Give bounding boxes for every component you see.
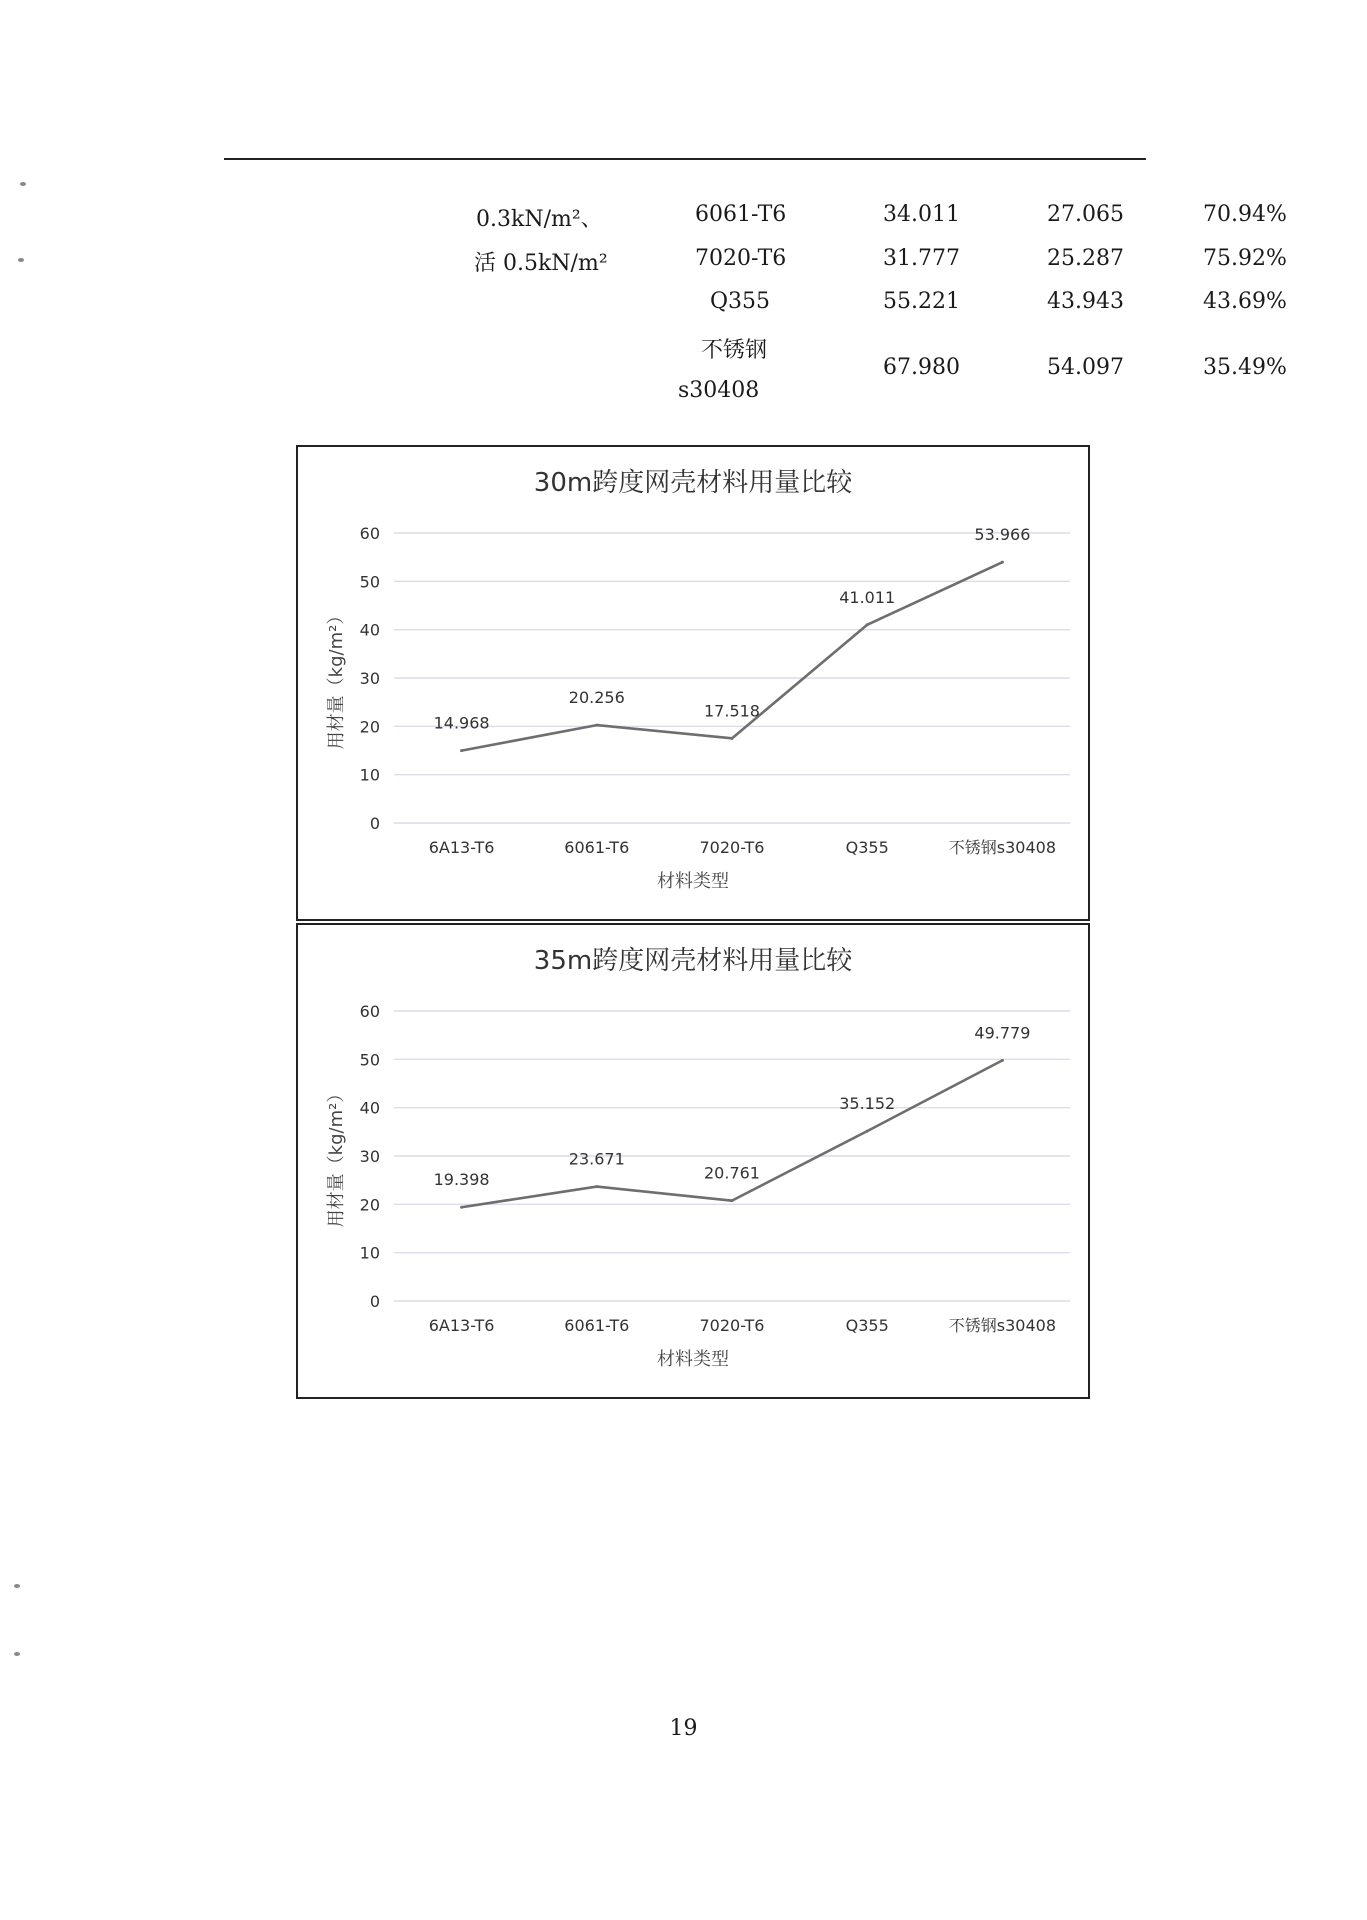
data-label: 35.152 bbox=[839, 1094, 896, 1114]
data-point bbox=[731, 737, 734, 740]
x-tick-label: 7020-T6 bbox=[699, 1316, 765, 1335]
x-tick-label: 不锈钢s30408 bbox=[948, 1316, 1057, 1335]
data-label: 20.256 bbox=[568, 688, 625, 708]
y-tick-label: 40 bbox=[359, 1098, 380, 1118]
header-rule bbox=[224, 158, 1146, 160]
data-label: 14.968 bbox=[433, 713, 490, 733]
value-cell: 67.980 bbox=[883, 355, 960, 380]
y-tick-label: 20 bbox=[359, 717, 380, 737]
data-label: 17.518 bbox=[704, 701, 760, 721]
line-chart-35m bbox=[298, 925, 1088, 1397]
material-cell: 6061-T6 bbox=[695, 202, 787, 227]
data-label: 20.761 bbox=[704, 1163, 760, 1183]
y-tick-label: 30 bbox=[359, 1147, 380, 1166]
y-tick-label: 50 bbox=[359, 1050, 380, 1070]
y-tick-label: 0 bbox=[369, 1292, 380, 1311]
load-cell: 0.3kN/m²、 bbox=[476, 207, 603, 232]
chart-35m bbox=[296, 923, 1090, 1399]
value-cell: 25.287 bbox=[1047, 246, 1124, 271]
x-tick-label: Q355 bbox=[845, 838, 889, 857]
ratio-cell: 75.92% bbox=[1203, 246, 1287, 271]
data-point bbox=[731, 1199, 734, 1202]
data-label: 53.966 bbox=[974, 525, 1031, 545]
ratio-cell: 35.49% bbox=[1203, 355, 1287, 380]
value-cell: 34.011 bbox=[883, 202, 960, 227]
data-point bbox=[866, 1130, 869, 1133]
y-tick-label: 30 bbox=[359, 669, 380, 688]
ratio-cell: 70.94% bbox=[1203, 202, 1287, 227]
y-tick-label: 60 bbox=[359, 1002, 380, 1021]
y-axis-label: 用材量（kg/m²） bbox=[326, 1084, 347, 1228]
load-cell: 活 0.5kN/m² bbox=[474, 251, 608, 276]
y-tick-label: 40 bbox=[359, 620, 380, 640]
x-tick-label: 6061-T6 bbox=[564, 1316, 630, 1335]
x-axis-label: 材料类型 bbox=[657, 871, 729, 892]
x-tick-label: 6A13-T6 bbox=[428, 838, 495, 857]
series-line bbox=[462, 1060, 1003, 1207]
material-cell: 不锈钢 bbox=[701, 338, 768, 363]
data-point bbox=[1001, 1059, 1004, 1062]
x-axis-label: 材料类型 bbox=[657, 1349, 729, 1370]
data-point bbox=[460, 749, 463, 752]
chart-title: 30m跨度网壳材料用量比较 bbox=[533, 468, 853, 498]
y-tick-label: 60 bbox=[359, 524, 380, 543]
data-point bbox=[460, 1206, 463, 1209]
data-label: 41.011 bbox=[839, 587, 896, 607]
data-point bbox=[595, 1185, 598, 1188]
data-label: 19.398 bbox=[433, 1170, 490, 1190]
data-point bbox=[595, 724, 598, 727]
data-point bbox=[1001, 561, 1004, 564]
value-cell: 55.221 bbox=[883, 289, 960, 314]
scan-dot bbox=[14, 1584, 20, 1588]
value-cell: 43.943 bbox=[1047, 289, 1124, 314]
data-point bbox=[866, 623, 869, 626]
material-cell-line2: s30408 bbox=[678, 378, 760, 403]
y-tick-label: 10 bbox=[359, 765, 380, 785]
line-chart-30m bbox=[298, 447, 1088, 919]
y-tick-label: 50 bbox=[359, 572, 380, 592]
value-cell: 31.777 bbox=[883, 246, 960, 271]
x-tick-label: 7020-T6 bbox=[699, 838, 765, 857]
x-tick-label: 6061-T6 bbox=[564, 838, 630, 857]
data-label: 23.671 bbox=[568, 1149, 625, 1169]
y-axis-label: 用材量（kg/m²） bbox=[326, 606, 347, 750]
x-tick-label: 不锈钢s30408 bbox=[948, 838, 1057, 857]
series-line bbox=[462, 562, 1003, 750]
y-tick-label: 20 bbox=[359, 1195, 380, 1215]
x-tick-label: 6A13-T6 bbox=[428, 1316, 495, 1335]
scan-dot bbox=[14, 1652, 20, 1656]
value-cell: 54.097 bbox=[1047, 355, 1124, 380]
ratio-cell: 43.69% bbox=[1203, 289, 1287, 314]
scan-dot bbox=[18, 258, 24, 262]
scan-dot bbox=[20, 182, 26, 186]
chart-30m bbox=[296, 445, 1090, 921]
material-cell: 7020-T6 bbox=[695, 246, 787, 271]
data-label: 49.779 bbox=[974, 1023, 1031, 1043]
y-tick-label: 10 bbox=[359, 1243, 380, 1263]
page-number: 19 bbox=[669, 1716, 698, 1741]
material-cell: Q355 bbox=[710, 289, 771, 314]
x-tick-label: Q355 bbox=[845, 1316, 889, 1335]
chart-title: 35m跨度网壳材料用量比较 bbox=[533, 946, 853, 976]
value-cell: 27.065 bbox=[1047, 202, 1124, 227]
y-tick-label: 0 bbox=[369, 814, 380, 833]
